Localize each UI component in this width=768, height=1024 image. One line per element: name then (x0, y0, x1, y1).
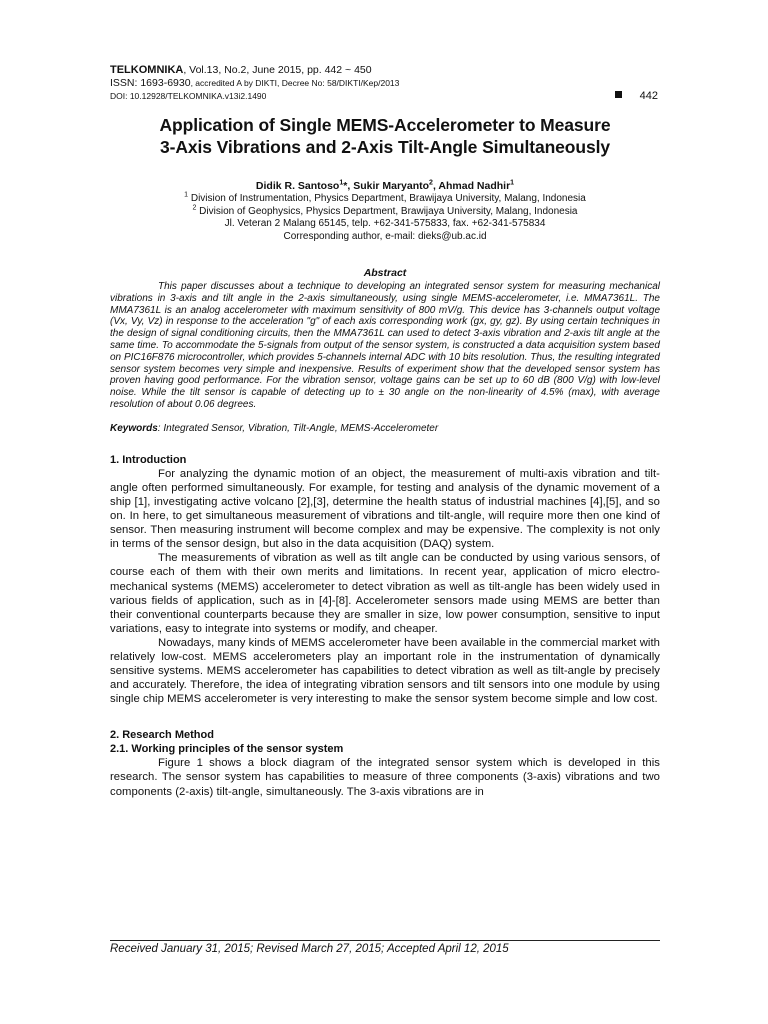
title-line-1: Application of Single MEMS-Accelerometer to Measure (159, 115, 611, 135)
author-1: Didik R. Santoso (255, 180, 340, 192)
square-bullet-icon (615, 91, 622, 98)
accreditation: , accredited A by DIKTI, Decree No: 58/DIKTI/Kep/2013 (190, 78, 400, 88)
page-number: 442 (639, 90, 658, 102)
method-section (110, 728, 660, 798)
journal-name: TELKOMNIKA (110, 64, 184, 76)
paper-page (110, 64, 660, 799)
intro-paragraph-1: For analyzing the dynamic motion of an object, the measurement of multi-axis vibration and tilt-angle often performed simultaneously. For example, for testing and analysis of the dynamic movement of a ship [1], investigating active volcano [2],[3], determine the health status of industrial machines [4],[5], and so on. In here, to get simultaneous measurement of vibrations and tilt-angle, will require more then one kind of sensor. Then measuring instrument will become complex and may be expensive. The complexity is not only in terms of the sensor design, but also in the data acquisition (DAQ) system. (110, 467, 660, 551)
issn-line (110, 77, 660, 90)
method-subheading: 2.1. Working principles of the sensor system (110, 743, 344, 756)
abstract-heading: Abstract (363, 267, 407, 279)
keywords (110, 423, 660, 435)
intro-paragraph-2: The measurements of vibration as well as tilt angle can be conducted by using various sensors, of course each of them with their own merits and limitations. In recent year, application of micro electro-mechanical systems (MEMS) accelerometer to detect vibration as well as tilt-angle has been widely used in various fields of application, such as in [4]-[8]. Accelerometer sensors made using MEMS are better than their conventional counterparts because they are smaller in size, low power consumption, sensitive to input variations, easy to integrate into systems or modify, and cheaper. (110, 552, 660, 635)
corresponding-author: Corresponding author, e-mail: dieks@ub.ac.id (283, 230, 487, 242)
address: Jl. Veteran 2 Malang 65145, telp. +62-341-575833, fax. +62-341-575834 (224, 218, 546, 229)
keywords-label: Keywords (110, 422, 158, 434)
affil-2-sup: 2 (192, 204, 197, 212)
keywords-text: : Integrated Sensor, Vibration, Tilt-Angle, MEMS-Accelerometer (157, 422, 439, 434)
method-heading: 2. Research Method (110, 729, 214, 742)
received-dates: Received January 31, 2015; Revised March 27, 2015; Accepted April 12, 2015 (110, 943, 509, 955)
affiliation-2 (110, 206, 660, 219)
journal-header (110, 64, 660, 77)
doi-line (110, 90, 660, 103)
abstract-text: This paper discusses about a technique to developing an integrated sensor system for measuring mechanical vibrations in 3-axis and tilt angle in the 2-axis simultaneously, using single MEMS-accelerometer, i.e. MMA7361L. The MMA7361L is an analog accelerometer with maximum sensitivity of 800 mV/g. This device has 3-channels output voltage (Vx, Vy, Vz) in response to the acceleration "g" of each axis corresponding work (gx, gy, gz). By using certain techniques in the design of signal conditioning circuits, then the MMA7361L can used to detect 3-axis vibration and 2-axis tilt angle at the same time. To accommodate the 5-signals from output of the sensor system, is constructed a data acquisition system based on PIC16F876 microcontroller, which provides 5-channels internal ADC with 10 bits resolution. Thus, the resulting integrated sensor system becomes very simple and inexpensive. Results of experiment show that the developed sensor system has proven having good performance. For the vibration sensor, voltage gains can be set up to 60 dB (800 V/g) with low-level noise. While the tilt sensor is capable of detecting up to ± 30 angle on the non-linearity of 4.5% (max), with average resolution of about 0.06 degrees. (110, 281, 660, 410)
introduction-heading: 1. Introduction (110, 453, 187, 466)
issn: ISSN: 1693-6930 (110, 77, 191, 89)
doi: DOI: 10.12928/TELKOMNIKA.v13i2.1490 (110, 91, 267, 101)
paper-title (110, 114, 660, 158)
author-3-sup: 1 (510, 179, 515, 187)
author-1-sup: 1 (339, 179, 344, 187)
volume-info: , Vol.13, No.2, June 2015, pp. 442 ~ 450 (183, 64, 372, 76)
intro-paragraph-3: Nowadays, many kinds of MEMS accelerometer have been available in the commercial market with relatively low-cost. MEMS accelerometers play an important role in the instrumentation of dynamically sensitive systems. MEMS accelerometer has capabilities to detect vibration as well as tilt-angle by precisely and accurately. Therefore, the idea of integrating vibration sensors and tilt sensors into one module by using single chip MEMS accelerometer is very interesting to make the sensor system become simple and low cost. (110, 636, 660, 706)
author-2-sup: 2 (429, 179, 433, 187)
title-line-2: 3-Axis Vibrations and 2-Axis Tilt-Angle Simultaneously (159, 137, 611, 157)
affil-1-sup: 1 (184, 191, 189, 199)
author-3: Ahmad Nadhir (438, 180, 511, 192)
affil-1-text: Division of Instrumentation, Physics Department, Brawijaya University, Malang, Indonesia (188, 193, 586, 204)
affil-2-text: Division of Geophysics, Physics Department, Brawijaya University, Malang, Indonesia (196, 205, 578, 217)
footer-divider (110, 940, 660, 941)
author-sep: , (432, 180, 439, 192)
page-number-block (615, 90, 658, 103)
author-1-star: *, (343, 180, 354, 192)
author-list (110, 180, 660, 193)
method-paragraph-1: Figure 1 shows a block diagram of the integrated sensor system which is developed in this research. The sensor system has capabilities to measure of three components (3-axis) vibrations and two components (2-axis) tilt-angle, simultaneously. The 3-axis vibrations are in (110, 757, 660, 798)
author-2: Sukir Maryanto (353, 180, 430, 192)
introduction-section (110, 453, 660, 707)
